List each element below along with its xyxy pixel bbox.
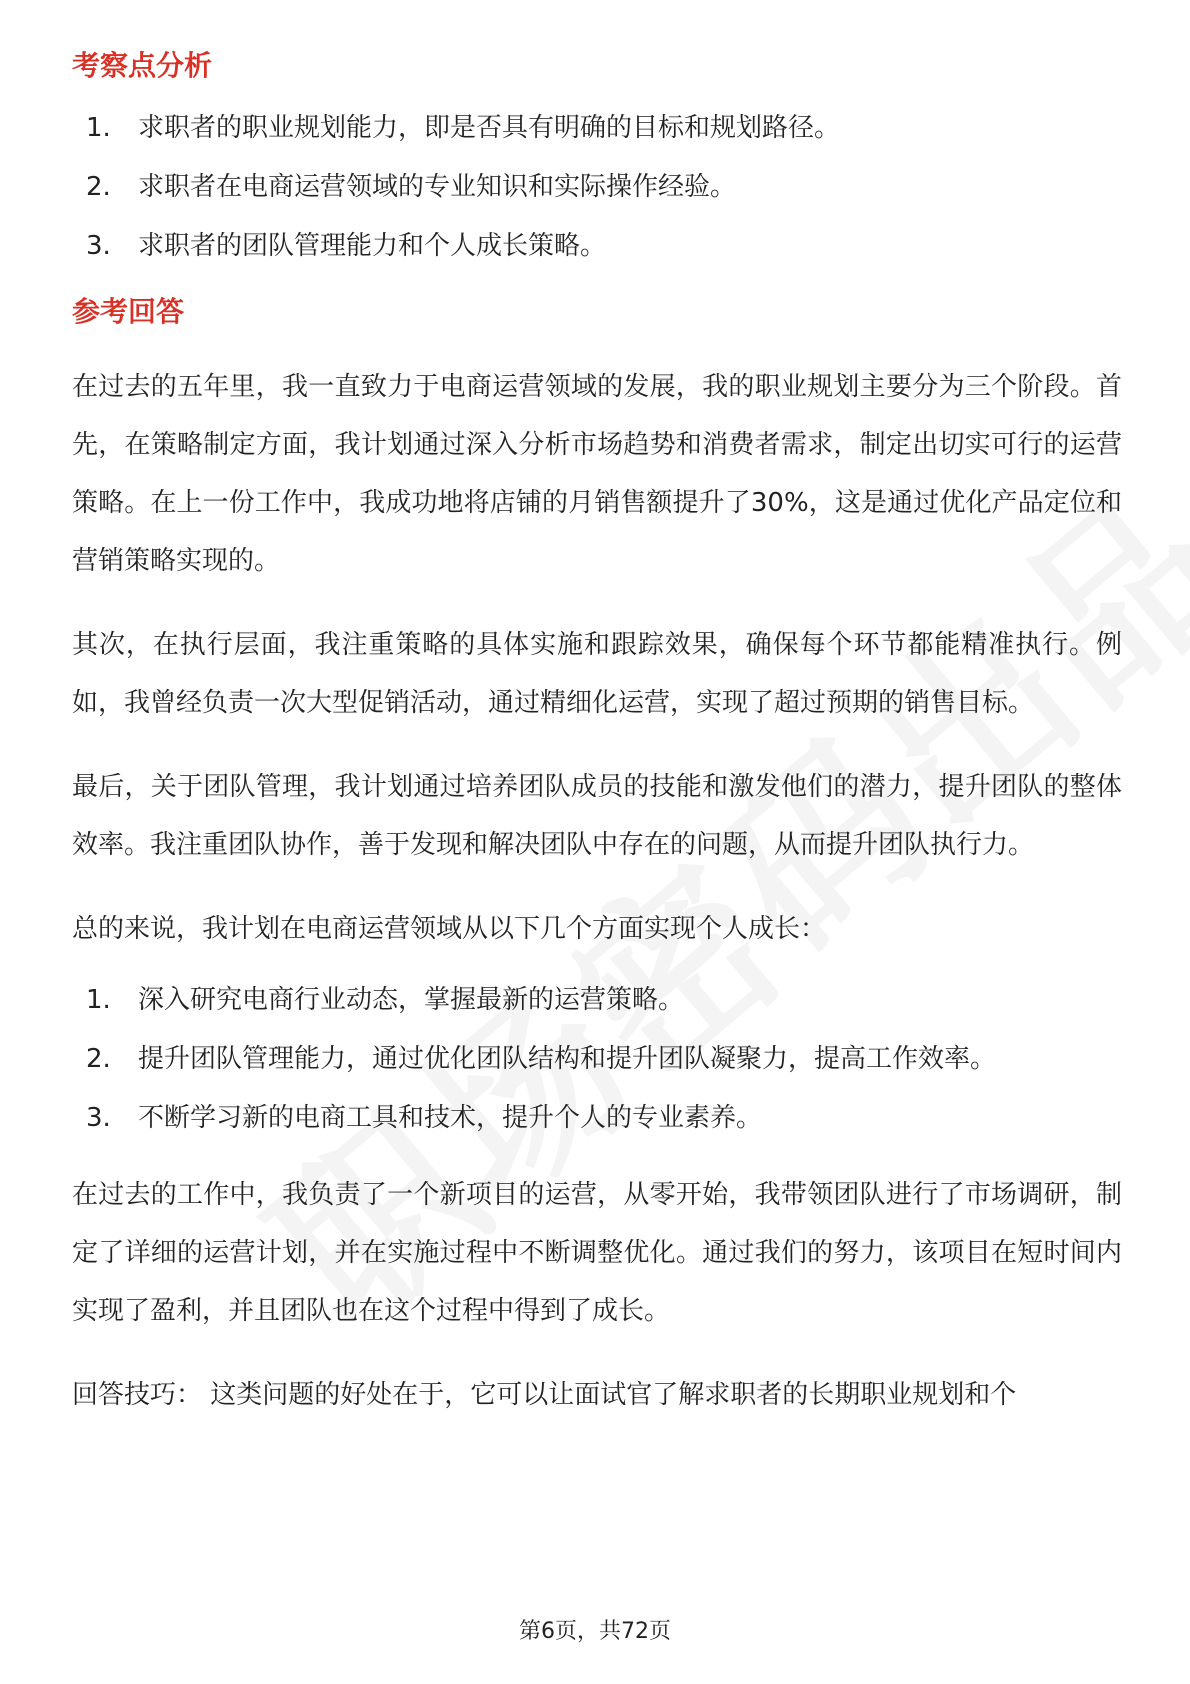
list-item: 3. 不断学习新的电商工具和技术，提升个人的专业素养。 <box>86 1102 763 1133</box>
answer-paragraph: 在过去的五年里，我一直致力于电商运营领域的发展，我的职业规划主要分为三个阶段。首先，在策略制定方面，我计划通过深入分析市场趋势和消费者需求，制定出切实可行的运营策略。在上一份工作中，我成功地将店铺的月销售额提升了30%，这是通过优化产品定位和营销策略实现的。 <box>72 372 1122 577</box>
analysis-list <box>72 112 1122 263</box>
answer-paragraph: 最后，关于团队管理，我计划通过培养团队成员的技能和激发他们的潜力，提升团队的整体效率。我注重团队协作，善于发现和解决团队中存在的问题，从而提升团队执行力。 <box>72 772 1122 861</box>
growth-list <box>72 984 1122 1135</box>
list-item: 1. 深入研究电商行业动态，掌握最新的运营策略。 <box>86 985 685 1016</box>
answer-paragraph: 其次，在执行层面，我注重策略的具体实施和跟踪效果，确保每个环节都能精准执行。例如，我曾经负责一次大型促销活动，通过精细化运营，实现了超过预期的销售目标。 <box>72 630 1122 719</box>
answer-paragraph: 总的来说，我计划在电商运营领域从以下几个方面实现个人成长： <box>72 914 827 945</box>
list-item: 2. 提升团队管理能力，通过优化团队结构和提升团队凝聚力，提高工作效率。 <box>86 1043 997 1074</box>
list-item: 1. 求职者的职业规划能力，即是否具有明确的目标和规划路径。 <box>86 113 841 144</box>
answer-tips: 回答技巧： 这类问题的好处在于，它可以让面试官了解求职者的长期职业规划和个 <box>72 1379 1017 1410</box>
document-page <box>72 48 1122 1450</box>
section-title-answer: 参考回答 <box>72 294 185 328</box>
list-item: 3. 求职者的团队管理能力和个人成长策略。 <box>86 230 607 261</box>
page-footer: 第6页，共72页 <box>519 1619 671 1644</box>
list-item: 2. 求职者在电商运营领域的专业知识和实际操作经验。 <box>86 172 737 203</box>
answer-paragraph: 在过去的工作中，我负责了一个新项目的运营，从零开始，我带领团队进行了市场调研，制定了详细的运营计划，并在实施过程中不断调整优化。通过我们的努力，该项目在短时间内实现了盈利，并且团队也在这个过程中得到了成长。 <box>72 1179 1122 1326</box>
section-title-analysis: 考察点分析 <box>72 49 213 82</box>
